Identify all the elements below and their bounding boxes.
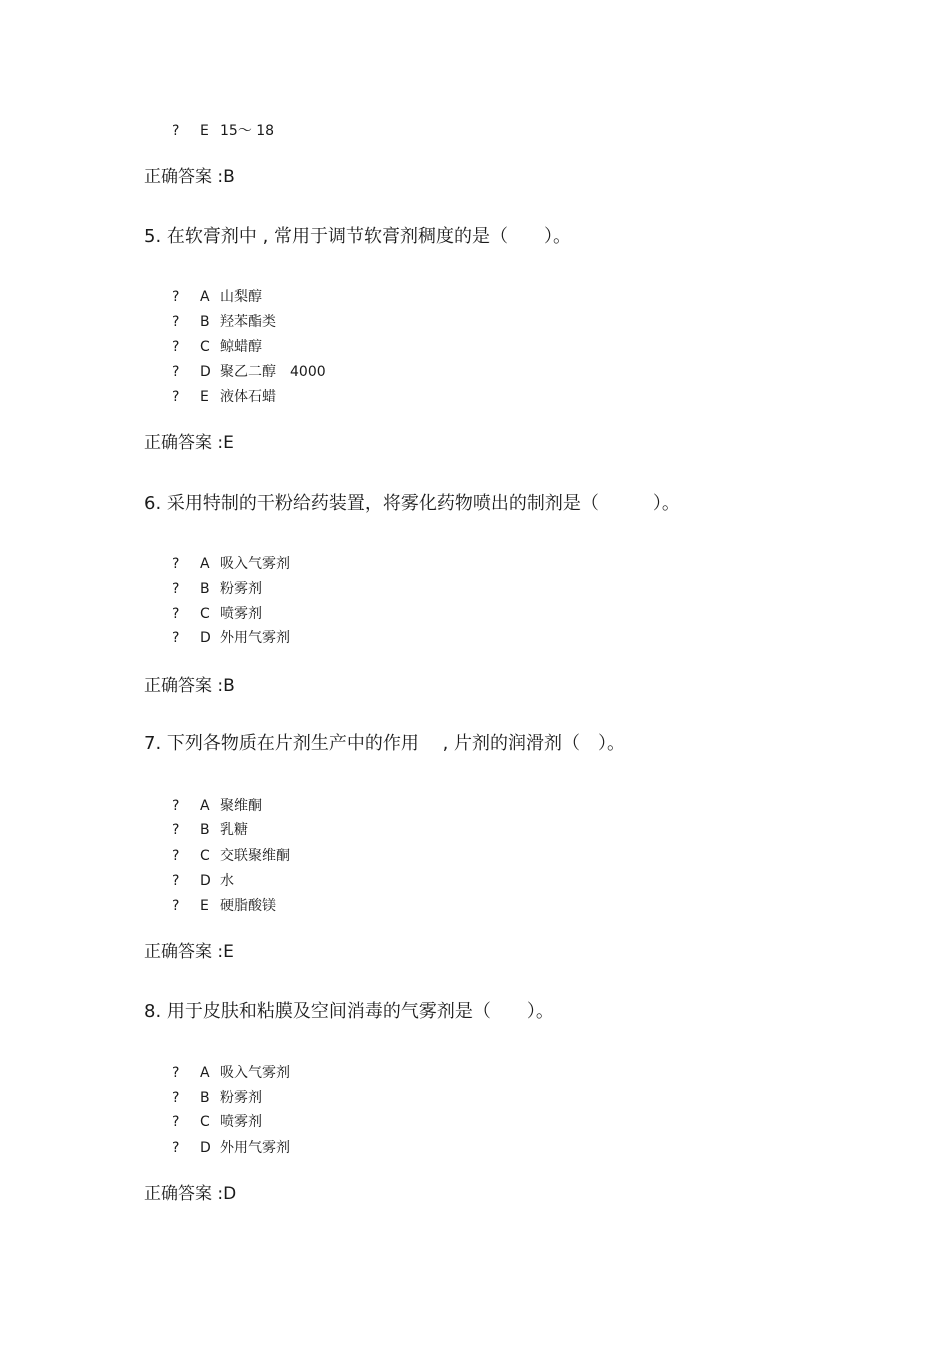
option-letter: B xyxy=(200,1090,210,1106)
option-item xyxy=(172,1064,290,1082)
correct-answer: 正确答案 :E xyxy=(144,433,234,453)
option-letter: B xyxy=(200,822,210,838)
option-letter: E xyxy=(200,123,209,139)
option-item xyxy=(172,897,276,915)
option-item xyxy=(172,388,276,406)
bullet-icon: ? xyxy=(172,123,180,139)
bullet-icon: ? xyxy=(172,630,180,646)
option-text: 水 xyxy=(220,873,234,889)
option-item xyxy=(172,288,262,306)
option-text: 吸入气雾剂 xyxy=(220,1065,290,1081)
option-text: 喷雾剂 xyxy=(220,606,262,622)
option-item xyxy=(172,821,248,839)
option-letter: A xyxy=(200,1065,210,1081)
question-title: 7. 下列各物质在片剂生产中的作用 , 片剂的润滑剂（ ）。 xyxy=(144,733,626,754)
option-text: 羟苯酯类 xyxy=(220,314,276,330)
option-letter: D xyxy=(200,364,211,380)
option-text: 15～ 18 xyxy=(220,123,275,139)
option-letter: D xyxy=(200,1140,211,1156)
bullet-icon: ? xyxy=(172,1090,180,1106)
correct-answer: 正确答案 :B xyxy=(144,676,235,696)
option-text: 交联聚维酮 xyxy=(220,848,290,864)
option-letter: E xyxy=(200,389,209,405)
option-letter: C xyxy=(200,848,210,864)
option-item xyxy=(172,122,274,140)
question-title: 5. 在软膏剂中 , 常用于调节软膏剂稠度的是（ ）。 xyxy=(144,226,572,247)
bullet-icon: ? xyxy=(172,822,180,838)
option-text: 乳糖 xyxy=(220,822,248,838)
option-text: 聚乙二醇 4000 xyxy=(220,364,326,380)
option-item xyxy=(172,872,234,890)
question-title: 8. 用于皮肤和粘膜及空间消毒的气雾剂是（ ）。 xyxy=(144,1001,554,1022)
bullet-icon: ? xyxy=(172,289,180,305)
bullet-icon: ? xyxy=(172,364,180,380)
option-letter: C xyxy=(200,339,210,355)
option-item xyxy=(172,1139,290,1157)
option-item xyxy=(172,797,262,815)
bullet-icon: ? xyxy=(172,848,180,864)
bullet-icon: ? xyxy=(172,339,180,355)
option-text: 硬脂酸镁 xyxy=(220,898,276,914)
option-letter: B xyxy=(200,581,210,597)
option-text: 外用气雾剂 xyxy=(220,1140,290,1156)
option-item xyxy=(172,1089,262,1107)
option-text: 聚维酮 xyxy=(220,798,262,814)
option-item xyxy=(172,313,276,331)
correct-answer: 正确答案 :E xyxy=(144,942,234,962)
bullet-icon: ? xyxy=(172,1140,180,1156)
option-item xyxy=(172,1113,262,1131)
option-item xyxy=(172,580,262,598)
bullet-icon: ? xyxy=(172,798,180,814)
option-text: 鲸蜡醇 xyxy=(220,339,262,355)
option-item xyxy=(172,629,290,647)
bullet-icon: ? xyxy=(172,314,180,330)
correct-answer: 正确答案 :D xyxy=(144,1184,237,1204)
option-text: 喷雾剂 xyxy=(220,1114,262,1130)
option-letter: D xyxy=(200,873,211,889)
option-letter: C xyxy=(200,606,210,622)
correct-answer: 正确答案 :B xyxy=(144,167,235,187)
option-item xyxy=(172,605,262,623)
bullet-icon: ? xyxy=(172,898,180,914)
option-letter: C xyxy=(200,1114,210,1130)
option-text: 吸入气雾剂 xyxy=(220,556,290,572)
option-text: 粉雾剂 xyxy=(220,581,262,597)
option-item xyxy=(172,338,262,356)
option-text: 液体石蜡 xyxy=(220,389,276,405)
option-letter: E xyxy=(200,898,209,914)
bullet-icon: ? xyxy=(172,556,180,572)
bullet-icon: ? xyxy=(172,606,180,622)
option-letter: A xyxy=(200,289,210,305)
bullet-icon: ? xyxy=(172,873,180,889)
bullet-icon: ? xyxy=(172,581,180,597)
bullet-icon: ? xyxy=(172,1114,180,1130)
option-letter: D xyxy=(200,630,211,646)
option-text: 外用气雾剂 xyxy=(220,630,290,646)
option-text: 粉雾剂 xyxy=(220,1090,262,1106)
bullet-icon: ? xyxy=(172,1065,180,1081)
option-letter: A xyxy=(200,556,210,572)
option-text: 山梨醇 xyxy=(220,289,262,305)
option-item xyxy=(172,847,290,865)
question-title: 6. 采用特制的干粉给药装置，将雾化药物喷出的制剂是（ ）。 xyxy=(144,493,680,514)
option-letter: B xyxy=(200,314,210,330)
option-letter: A xyxy=(200,798,210,814)
option-item xyxy=(172,555,290,573)
option-item xyxy=(172,363,326,381)
bullet-icon: ? xyxy=(172,389,180,405)
